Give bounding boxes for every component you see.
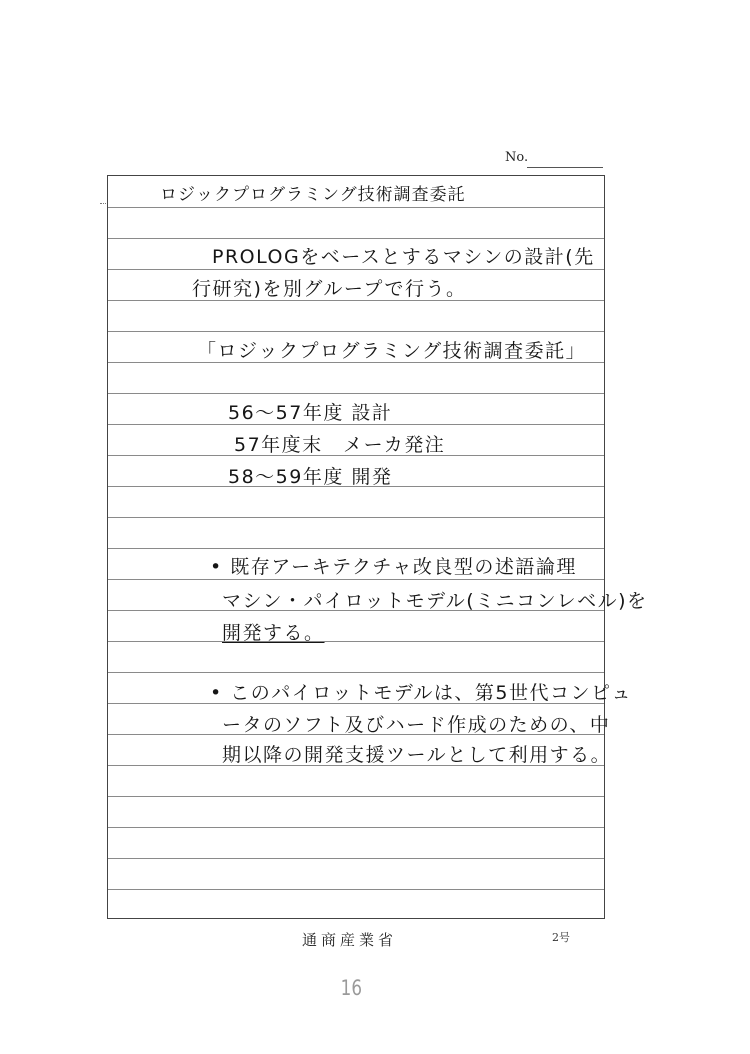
ruled-line xyxy=(108,269,604,270)
ruled-line xyxy=(108,207,604,208)
memo-line: ータのソフト及びハード作成のための、中 xyxy=(222,714,611,736)
ministry-name: 通商産業省 xyxy=(302,931,398,949)
memo-line: 56〜57年度 設計 xyxy=(228,402,393,424)
ruled-line xyxy=(108,517,604,518)
ruled-line xyxy=(108,300,604,301)
memo-line: マシン・パイロットモデル(ミニコンレベル)を xyxy=(222,590,648,612)
ruled-line xyxy=(108,393,604,394)
page-number-label: No. xyxy=(505,150,529,165)
ruled-line xyxy=(108,672,604,673)
memo-line: 行研究)を別グループで行う。 xyxy=(192,278,467,300)
memo-line: 開発する。 xyxy=(222,622,325,644)
ruled-line xyxy=(108,889,604,890)
pencil-page-number: 16 xyxy=(340,976,363,1000)
memo-line: • 既存アーキテクチャ改良型の述語論理 xyxy=(210,556,577,578)
memo-line: PROLOGをベースとするマシンの設計(先 xyxy=(212,246,595,268)
ruled-line xyxy=(108,641,604,642)
memo-line: 期以降の開発支援ツールとして利用する。 xyxy=(222,744,612,766)
memo-line: 「ロジックプログラミング技術調査委託」 xyxy=(197,340,587,362)
ruled-line xyxy=(108,796,604,797)
page-number-underline xyxy=(527,167,603,168)
form-number: 2号 xyxy=(552,931,570,944)
memo-line: 58〜59年度 開発 xyxy=(228,466,393,488)
ruled-line xyxy=(108,331,604,332)
ruled-line xyxy=(108,548,604,549)
ruled-line xyxy=(108,424,604,425)
ruled-line xyxy=(108,362,604,363)
ruled-line xyxy=(108,827,604,828)
ruled-line xyxy=(108,238,604,239)
memo-title: ロジックプログラミング技術調査委託 xyxy=(160,185,466,205)
memo-line: 57年度末 メーカ発注 xyxy=(234,434,446,456)
ruled-line xyxy=(108,858,604,859)
ruled-line xyxy=(108,579,604,580)
memo-line: • このパイロットモデルは、第5世代コンピュ xyxy=(210,682,633,704)
